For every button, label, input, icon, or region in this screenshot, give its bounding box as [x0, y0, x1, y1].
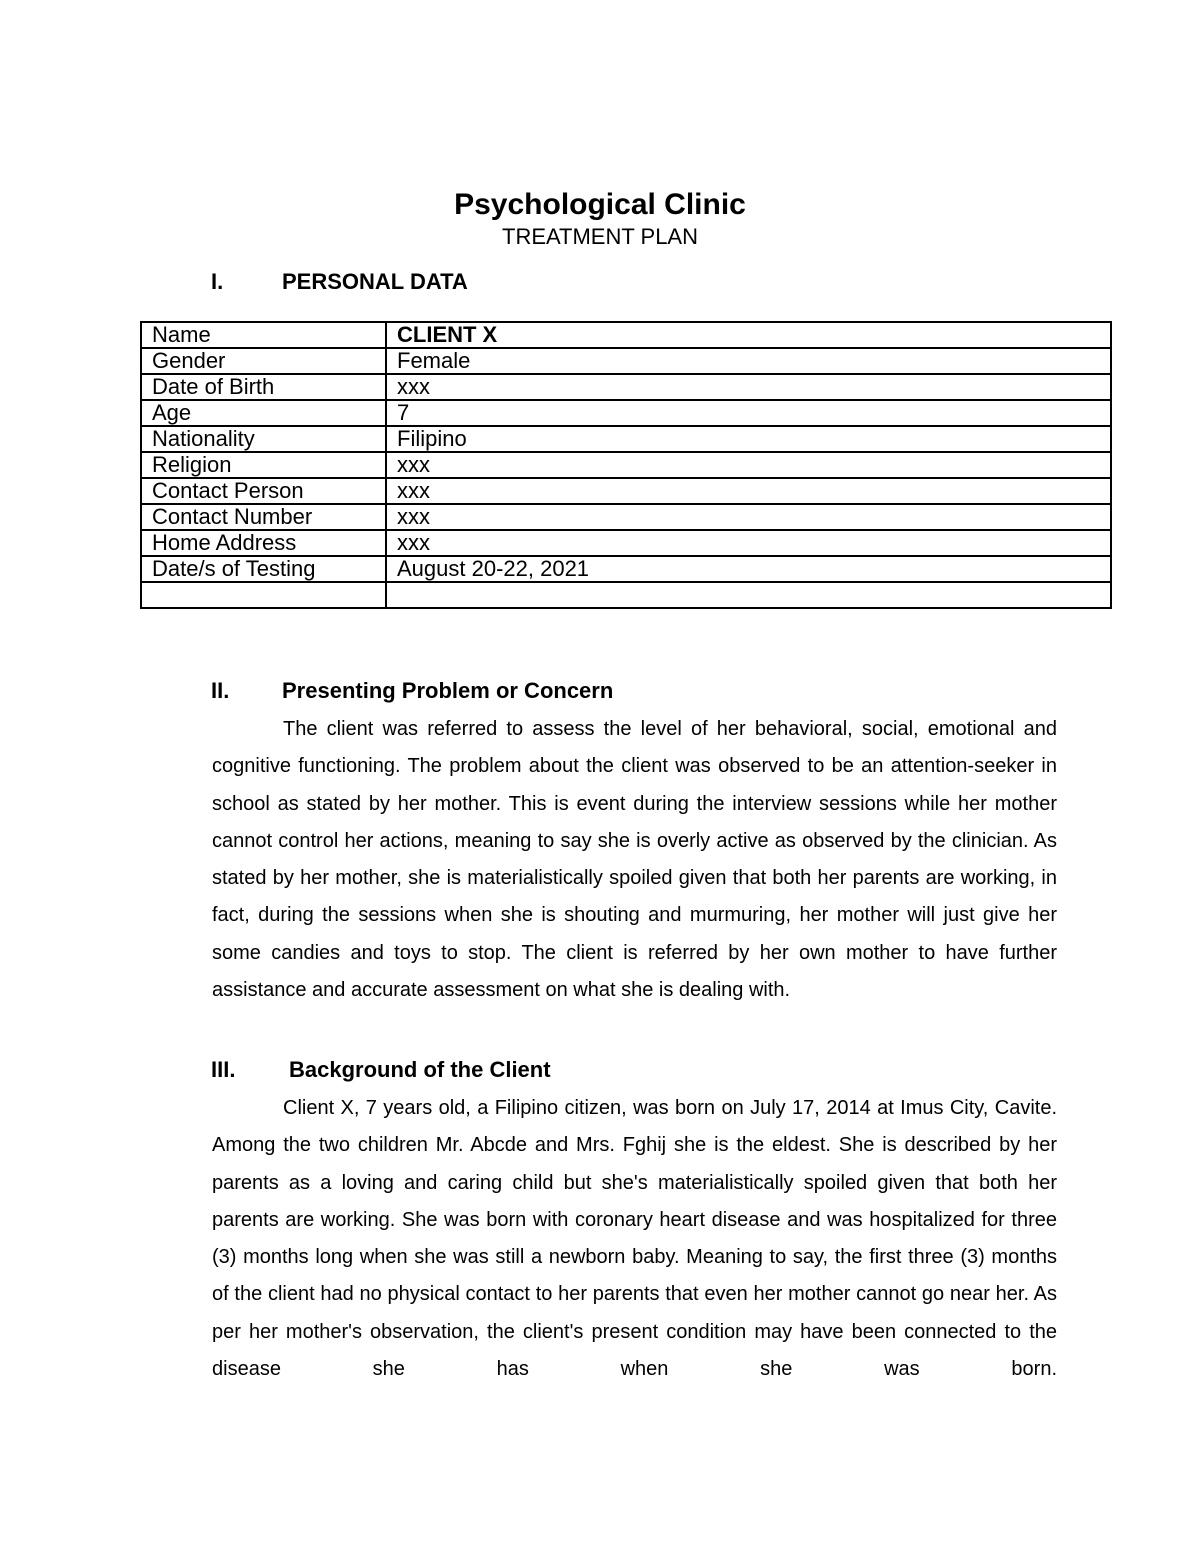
- table-row: [141, 426, 1111, 452]
- row-label: Name: [141, 322, 386, 348]
- section-number: III.: [211, 1057, 236, 1082]
- row-value: Female: [386, 348, 1111, 374]
- section-title: Background of the Client: [289, 1057, 551, 1082]
- row-label: Contact Person: [141, 478, 386, 504]
- table-row: [141, 348, 1111, 374]
- row-label-empty: [141, 582, 386, 608]
- personal-data-table: [140, 321, 1112, 609]
- row-value: xxx: [386, 478, 1111, 504]
- row-label: Gender: [141, 348, 386, 374]
- document-subtitle: TREATMENT PLAN: [502, 224, 698, 249]
- table-row: [141, 478, 1111, 504]
- row-value: 7: [386, 400, 1111, 426]
- section-number: I.: [211, 269, 224, 294]
- section-title: PERSONAL DATA: [282, 269, 468, 294]
- section-number: II.: [211, 678, 230, 703]
- table-row: [141, 322, 1111, 348]
- row-label: Religion: [141, 452, 386, 478]
- row-value: xxx: [386, 452, 1111, 478]
- row-value: August 20-22, 2021: [386, 556, 1111, 582]
- row-value: xxx: [386, 374, 1111, 400]
- row-value: Filipino: [386, 426, 1111, 452]
- table-row: [141, 530, 1111, 556]
- table-row: [141, 400, 1111, 426]
- row-value-empty: [386, 582, 1111, 608]
- row-label: Date/s of Testing: [141, 556, 386, 582]
- table-row-empty: [141, 582, 1111, 608]
- table-row: [141, 452, 1111, 478]
- row-value: CLIENT X: [386, 322, 1111, 348]
- document-title: Psychological Clinic: [454, 188, 746, 221]
- row-value: xxx: [386, 504, 1111, 530]
- table-row: [141, 504, 1111, 530]
- row-label: Nationality: [141, 426, 386, 452]
- background-paragraph: Client X, 7 years old, a Filipino citizen, was born on July 17, 2014 at Imus City, Cavite. Among the two children Mr. Abcde and Mrs. Fghij she is the eldest. She is described by her parents as a loving and caring child but she's materialistically spoiled given that both her parents are working. She was born with coronary heart disease and was hospitalized for three (3) months long when she was still a newborn baby. Meaning to say, the first three (3) months of the client had no physical contact to her parents that even her mother cannot go near her. As per her mother's observation, the client's present condition may have been connected to the disease she has when she was born.: [212, 1097, 1057, 1381]
- presenting-problem-paragraph: The client was referred to assess the level of her behavioral, social, emotional and cognitive functioning. The problem about the client was observed to be an attention-seeker in school as stated by her mother. This is event during the interview sessions while her mother cannot control her actions, meaning to say she is overly active as observed by the clinician. As stated by her mother, she is materialistically spoiled given that both her parents are working, in fact, during the sessions when she is shouting and murmuring, her mother will just give her some candies and toys to stop. The client is referred by her own mother to have further assistance and accurate assessment on what she is dealing with.: [212, 718, 1057, 1002]
- section-title: Presenting Problem or Concern: [282, 678, 614, 703]
- row-label: Date of Birth: [141, 374, 386, 400]
- row-label: Contact Number: [141, 504, 386, 530]
- row-label: Home Address: [141, 530, 386, 556]
- table-row: [141, 374, 1111, 400]
- row-label: Age: [141, 400, 386, 426]
- table-row: [141, 556, 1111, 582]
- row-value: xxx: [386, 530, 1111, 556]
